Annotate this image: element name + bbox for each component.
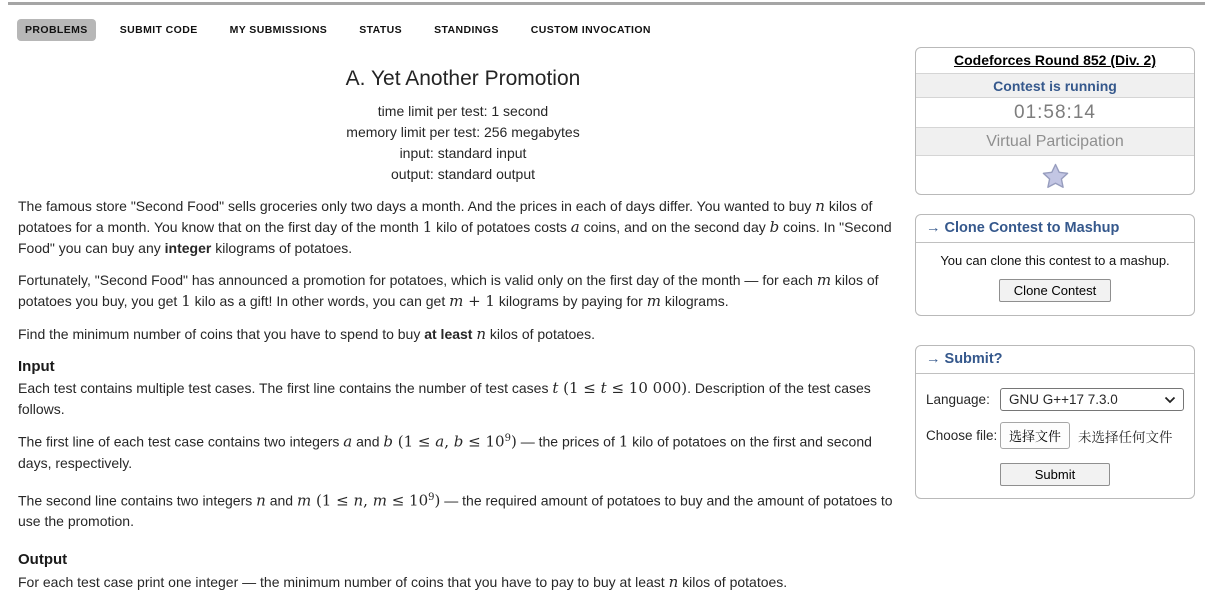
contest-title-link[interactable]: Codeforces Round 852 (Div. 2) — [953, 52, 1156, 68]
tab-custom-invocation[interactable]: CUSTOM INVOCATION — [530, 24, 651, 36]
contest-title-row — [916, 48, 1194, 73]
time-limit: time limit per test: 1 second — [377, 103, 549, 119]
input-paragraph: Each test contains multiple test cases. The first line contains the number of test cases t (1 ≤ t ≤ 10 000). Description of the test cases follows. — [18, 379, 871, 417]
virtual-participation-label[interactable]: Virtual Participation — [916, 127, 1194, 155]
problem-properties — [18, 101, 908, 185]
submit-box-body — [916, 374, 1194, 498]
tab-problems[interactable]: PROBLEMS — [17, 19, 96, 41]
tab-standings[interactable]: STANDINGS — [434, 24, 499, 36]
language-selected-value: GNU G++17 7.3.0 — [1009, 392, 1118, 407]
choose-file-button[interactable]: 选择文件 — [1000, 422, 1070, 449]
star-icon[interactable] — [1042, 163, 1069, 188]
clone-contest-box — [915, 214, 1195, 316]
input-spec: input: standard input — [399, 145, 527, 161]
statement-paragraph: The famous store "Second Food" sells groceries only two days a month. And the prices in each of days differ. You wanted to buy n kilos of potatoes for a month. You know that on the first day of the month 1 kilo of potatoes costs a coins, and on the second day b coins. In "Second Food" you can buy any integer kilograms of potatoes. — [18, 197, 892, 256]
input-paragraph: The second line contains two integers n and m (1 ≤ n, $m \le 10^9$) — the required amount of potatoes to buy and the amount of potatoes to use the promotion. — [18, 491, 893, 530]
choose-file-label: Choose file: — [926, 428, 998, 443]
output-spec: output: standard output — [391, 166, 535, 182]
contest-info-box — [915, 47, 1195, 195]
tab-submit-code[interactable]: SUBMIT CODE — [119, 24, 198, 36]
submit-box-heading: → Submit? — [916, 346, 1194, 374]
input-paragraph: The first line of each test case contains two integers a and b (1 ≤ a, $b \le 10^9$) — the prices of 1 kilo of potatoes on the first and second days, respectively. — [18, 432, 872, 471]
memory-limit: memory limit per test: 256 megabytes — [346, 124, 580, 140]
clone-box-body — [916, 243, 1194, 315]
clone-contest-button[interactable]: Clone Contest — [999, 279, 1111, 302]
language-select[interactable] — [1000, 388, 1184, 411]
submit-box — [915, 345, 1195, 499]
problem-statement — [18, 0, 908, 593]
clone-box-text: You can clone this contest to a mashup. — [940, 253, 1170, 268]
sidebar — [915, 47, 1195, 499]
contest-status: Contest is running — [916, 73, 1194, 97]
problem-title: A. Yet Another Promotion — [345, 67, 581, 90]
tab-my-submissions[interactable]: MY SUBMISSIONS — [229, 24, 328, 36]
contest-timer: 01:58:14 — [916, 97, 1194, 127]
language-label: Language: — [926, 392, 990, 407]
output-heading: Output — [18, 551, 68, 569]
file-status-text: 未选择任何文件 — [1078, 429, 1173, 445]
output-paragraph: For each test case print one integer — the minimum number of coins that you have to pay to buy at least n kilos of potatoes. — [18, 573, 788, 592]
tab-status[interactable]: STATUS — [359, 24, 403, 36]
star-row — [916, 155, 1194, 194]
input-heading: Input — [18, 358, 55, 375]
statement-paragraph: Find the minimum number of coins that you have to spend to buy at least n kilos of potatoes. — [18, 325, 595, 343]
statement-paragraph: Fortunately, "Second Food" has announced a promotion for potatoes, which is valid only on the first day of the month — for each m kilos of potatoes you buy, you get 1 kilo as a gift! In other words, you can get m + 1 kilograms by paying for m kilograms. — [18, 271, 879, 310]
clone-box-heading: → Clone Contest to Mashup — [916, 215, 1194, 243]
chevron-down-icon — [1164, 396, 1176, 404]
submit-button[interactable]: Submit — [1000, 463, 1110, 486]
